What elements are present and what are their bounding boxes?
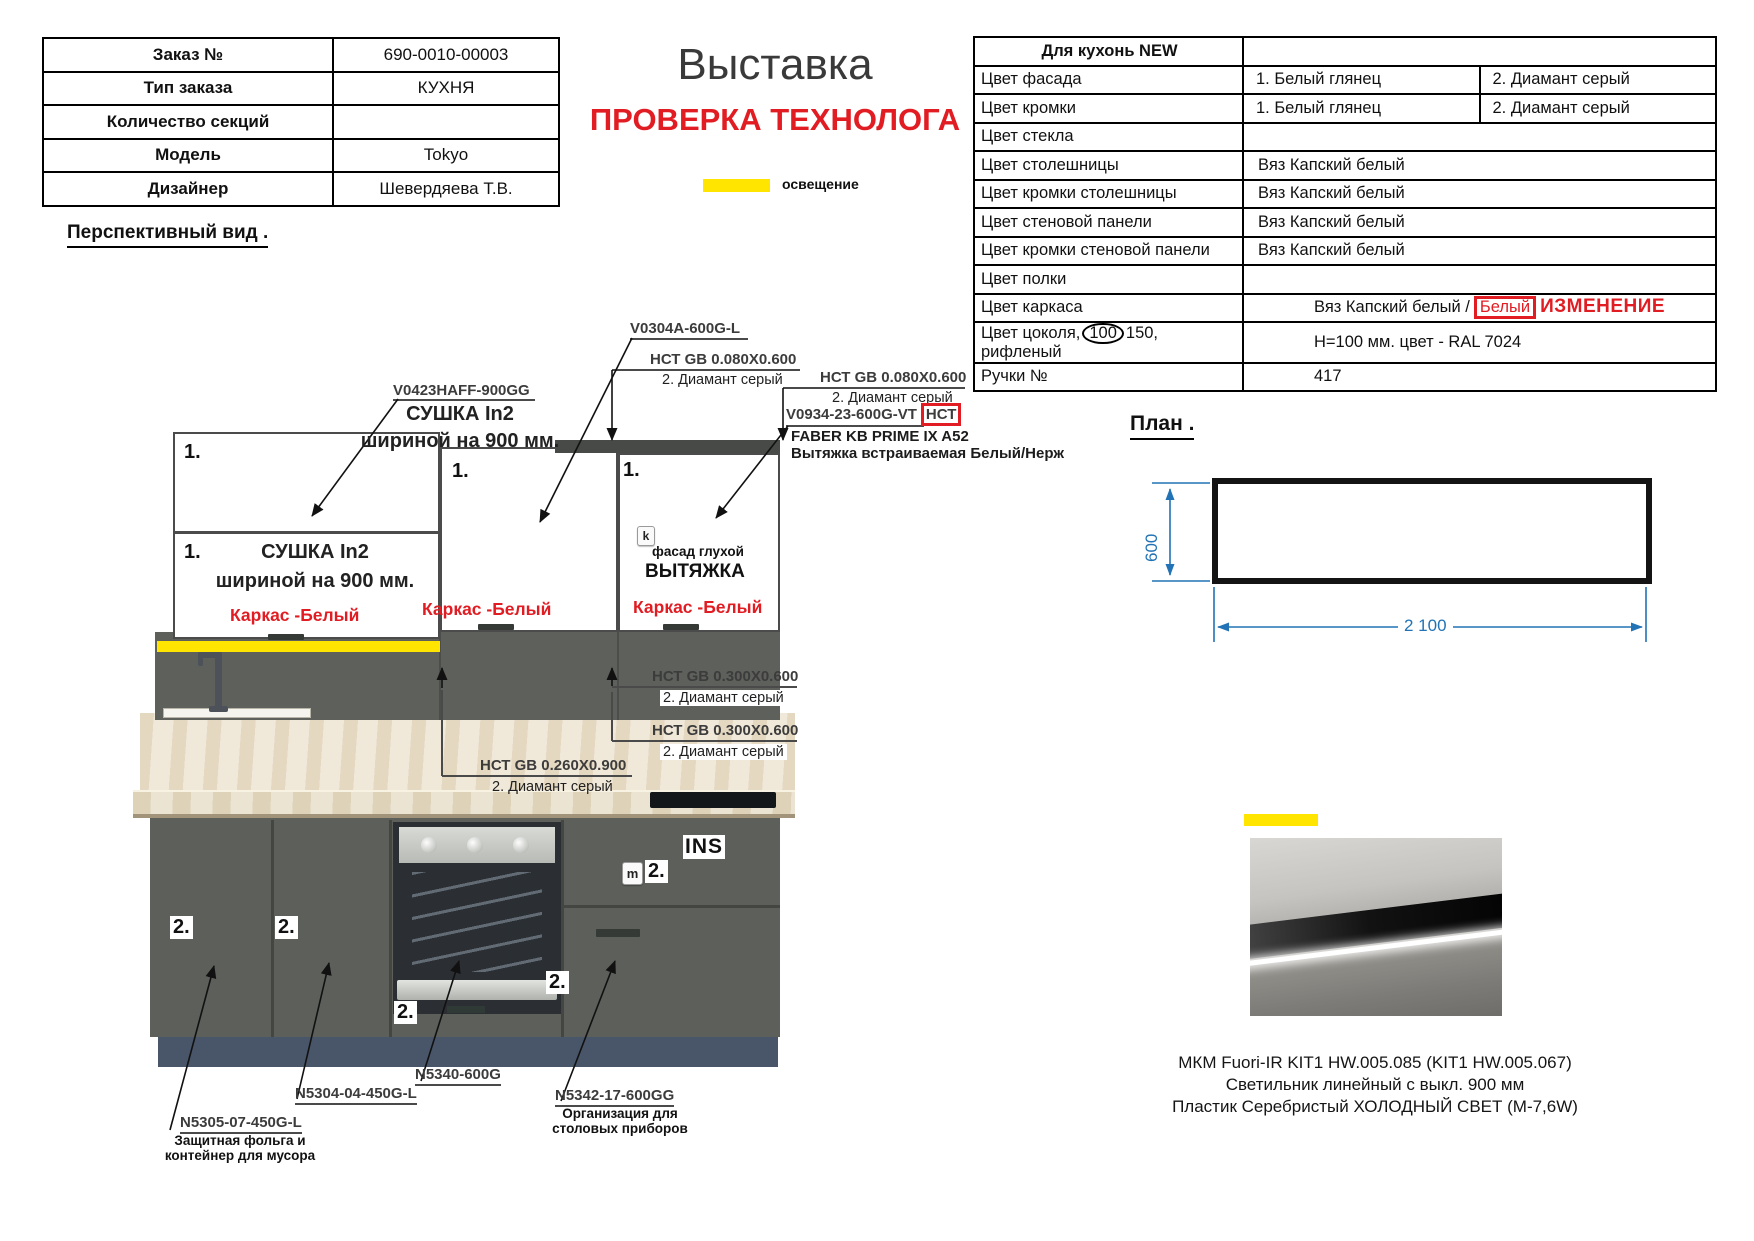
spec-value: 417 <box>1243 363 1716 392</box>
table-row <box>974 294 1716 323</box>
spec-value <box>1243 265 1716 294</box>
caption-line: Пластик Серебристый ХОЛОДНЫЙ СВЕТ (М-7,6W) <box>1172 1096 1578 1116</box>
part-callout-nst080-right: НСТ GB 0.080X0.600 <box>820 369 967 386</box>
order-field-value: 690-0010-00003 <box>333 38 559 72</box>
part-callout-n5342: N5342-17-600GG <box>555 1087 674 1107</box>
part-callout-n5305: N5305-07-450G-L <box>180 1114 302 1134</box>
ins-label: INS <box>685 835 724 858</box>
kitchen-spec-table <box>973 36 1717 392</box>
table-row <box>974 265 1716 294</box>
part-callout-nst260: НСТ GB 0.260X0.900 <box>480 757 627 774</box>
table-row <box>974 180 1716 209</box>
sink <box>163 708 311 718</box>
spec-value: Вяз Капский белый <box>1243 180 1716 209</box>
plan-width-dimension: 2 100 <box>1398 616 1453 636</box>
section-marker: 1. <box>184 541 201 563</box>
oven-knob <box>513 837 529 853</box>
oven-vent <box>447 1006 485 1013</box>
spec-value: Н=100 мм. цвет - RAL 7024 <box>1243 322 1716 363</box>
n5305-description-1: Защитная фольга и <box>174 1133 306 1148</box>
spec-label: Цвет кромки стеновой панели <box>974 237 1243 266</box>
section-marker: 1. <box>184 441 201 463</box>
lighting-legend-swatch <box>703 179 770 192</box>
table-row <box>43 139 559 173</box>
oven-knob <box>467 837 483 853</box>
spec-label: Цвет кромки столешницы <box>974 180 1243 209</box>
cabinet-handle <box>268 634 304 640</box>
drawer-handle <box>596 929 640 937</box>
order-field-label: Модель <box>43 139 333 173</box>
spec-value-1: 1. Белый глянец <box>1243 66 1480 95</box>
section-marker: 2. <box>645 860 668 883</box>
carcass-color-note: Каркас -Белый <box>230 605 360 625</box>
n5342-description-1: Организация для <box>562 1106 678 1121</box>
spec-label: Цвет кромки <box>974 94 1243 123</box>
under-cabinet-light-strip <box>157 641 440 652</box>
table-row <box>974 322 1716 363</box>
cabinet-handle <box>478 624 514 630</box>
n5342-description-2: столовых приборов <box>552 1121 688 1136</box>
light-fixture-caption <box>1140 1052 1610 1117</box>
k-badge: k <box>637 526 655 546</box>
plinth-circled-value: 100 <box>1082 323 1124 344</box>
section-marker: 1. <box>623 459 640 481</box>
plinth-label-text: Цвет цоколя, <box>981 324 1081 342</box>
order-field-value: Шевердяева Т.В. <box>333 172 559 206</box>
plinth-label-suffix: 150, рифленый <box>981 324 1159 362</box>
n5305-description-2: контейнер для мусора <box>164 1148 316 1163</box>
technologist-check-title: ПРОВЕРКА ТЕХНОЛОГА <box>589 102 961 137</box>
section-marker: 2. <box>546 971 569 994</box>
part-callout-nst300-2: НСТ GB 0.300X0.600 <box>652 722 799 739</box>
part-callout-nst080-left: НСТ GB 0.080X0.600 <box>650 351 797 368</box>
spec-value: Вяз Капский белый <box>1243 237 1716 266</box>
hood-description: Вытяжка встраиваемая Белый/Нерж <box>791 445 1064 462</box>
cabinet-handle <box>663 624 699 630</box>
order-field-label: Заказ № <box>43 38 333 72</box>
table-row <box>974 237 1716 266</box>
cabinet-divider <box>175 531 438 534</box>
spec-header-empty <box>1243 37 1716 66</box>
order-field-value: КУХНЯ <box>333 72 559 106</box>
caption-line: Светильник линейный с выкл. 900 мм <box>1225 1074 1525 1094</box>
table-row <box>974 363 1716 392</box>
table-row <box>974 37 1716 66</box>
change-flag: ИЗМЕНЕНИЕ <box>1540 296 1666 318</box>
part-callout-n5340: N5340-600G <box>415 1066 501 1086</box>
table-row <box>43 38 559 72</box>
sushka-label-line1: СУШКА In2 <box>261 541 369 563</box>
sushka-callout-line2: шириной на 900 мм. <box>360 430 560 452</box>
part-callout-v0934 <box>786 406 961 423</box>
page-title: Выставка <box>677 40 873 89</box>
order-field-value <box>333 105 559 139</box>
color-note: 2. Диамант серый <box>832 390 953 406</box>
table-row <box>974 94 1716 123</box>
plan-outline <box>1212 478 1652 584</box>
plan-depth-dimension: 600 <box>1142 533 1161 562</box>
spec-label: Цвет каркаса <box>974 294 1243 323</box>
spec-value-carcass <box>1243 294 1716 323</box>
part-callout-n5304: N5304-04-450G-L <box>295 1085 417 1105</box>
sushka-callout-line1: СУШКА In2 <box>406 403 514 425</box>
lighting-legend-label: освещение <box>782 176 859 192</box>
caption-line: МКМ Fuori-IR KIT1 HW.005.085 (KIT1 HW.005.067) <box>1178 1053 1572 1072</box>
perspective-view-heading: Перспективный вид . <box>67 222 268 248</box>
order-field-value: Tokyo <box>333 139 559 173</box>
door-gap <box>389 820 392 1037</box>
color-note: 2. Диамант серый <box>492 779 613 795</box>
light-fixture-photo <box>1250 838 1502 1016</box>
hood-title: ВЫТЯЖКА <box>645 561 745 582</box>
section-marker: 1. <box>452 460 469 482</box>
oven-door-handle <box>397 980 557 1000</box>
spec-value-2: 2. Диамант серый <box>1480 66 1717 95</box>
nst-flag-box: НСТ <box>921 403 961 426</box>
order-field-label: Дизайнер <box>43 172 333 206</box>
spec-header: Для кухонь NEW <box>974 37 1243 66</box>
part-callout-nst300-1: НСТ GB 0.300X0.600 <box>652 668 799 685</box>
spec-value <box>1243 123 1716 152</box>
faucet-base <box>209 706 228 712</box>
carcass-value-text: Вяз Капский белый / <box>1314 298 1470 317</box>
order-field-label: Тип заказа <box>43 72 333 106</box>
carcass-change-box: Белый <box>1474 296 1536 319</box>
drawer-gap <box>561 905 780 908</box>
spec-label: Цвет стеновой панели <box>974 208 1243 237</box>
v0934-code: V0934-23-600G-VT <box>786 406 917 423</box>
hood-facade-note: фасад глухой <box>652 544 744 559</box>
table-row <box>974 66 1716 95</box>
cooktop <box>650 792 776 808</box>
lighting-highlight-bar <box>1244 814 1318 826</box>
faucet-body <box>215 652 222 710</box>
spec-value: Вяз Капский белый <box>1243 208 1716 237</box>
table-row <box>974 208 1716 237</box>
spec-label-plinth <box>974 322 1243 363</box>
color-note: 2. Диамант серый <box>660 690 787 706</box>
spec-label: Цвет столешницы <box>974 151 1243 180</box>
panel-joint <box>617 632 619 720</box>
color-note: 2. Диамант серый <box>662 372 783 388</box>
carcass-color-note: Каркас -Белый <box>633 597 763 617</box>
door-gap <box>561 820 564 1037</box>
spec-label: Цвет полки <box>974 265 1243 294</box>
carcass-color-note: Каркас -Белый <box>422 599 552 619</box>
door-gap <box>271 820 274 1037</box>
plan-view-heading: План . <box>1130 412 1194 440</box>
order-info-table <box>42 37 560 207</box>
part-callout-v0423: V0423HAFF-900GG <box>393 382 530 399</box>
faucet-tip <box>198 656 203 666</box>
oven-control-panel <box>399 827 555 863</box>
oven-knob <box>421 837 437 853</box>
spec-value: Вяз Капский белый <box>1243 151 1716 180</box>
table-row <box>974 123 1716 152</box>
sushka-label-line2: шириной на 900 мм. <box>215 570 415 592</box>
hood-model-callout: FABER KB PRIME IX A52 <box>791 428 969 445</box>
spec-label: Цвет стекла <box>974 123 1243 152</box>
section-marker: 2. <box>275 916 298 939</box>
hood-top-panel <box>555 440 780 453</box>
spec-label: Цвет фасада <box>974 66 1243 95</box>
part-callout-v0304: V0304A-600G-L <box>630 320 741 337</box>
table-row <box>43 72 559 106</box>
spec-value-1: 1. Белый глянец <box>1243 94 1480 123</box>
table-row <box>43 105 559 139</box>
table-row <box>43 172 559 206</box>
spec-label: Ручки № <box>974 363 1243 392</box>
color-note: 2. Диамант серый <box>660 744 787 760</box>
table-row <box>974 151 1716 180</box>
spec-value-2: 2. Диамант серый <box>1480 94 1717 123</box>
fixture-dark-band <box>1250 889 1502 962</box>
section-marker: 2. <box>170 916 193 939</box>
section-marker: 2. <box>394 1001 417 1024</box>
toe-kick <box>158 1037 778 1067</box>
m-badge: m <box>622 862 643 885</box>
oven-door-glass <box>412 872 542 972</box>
order-field-label: Количество секций <box>43 105 333 139</box>
